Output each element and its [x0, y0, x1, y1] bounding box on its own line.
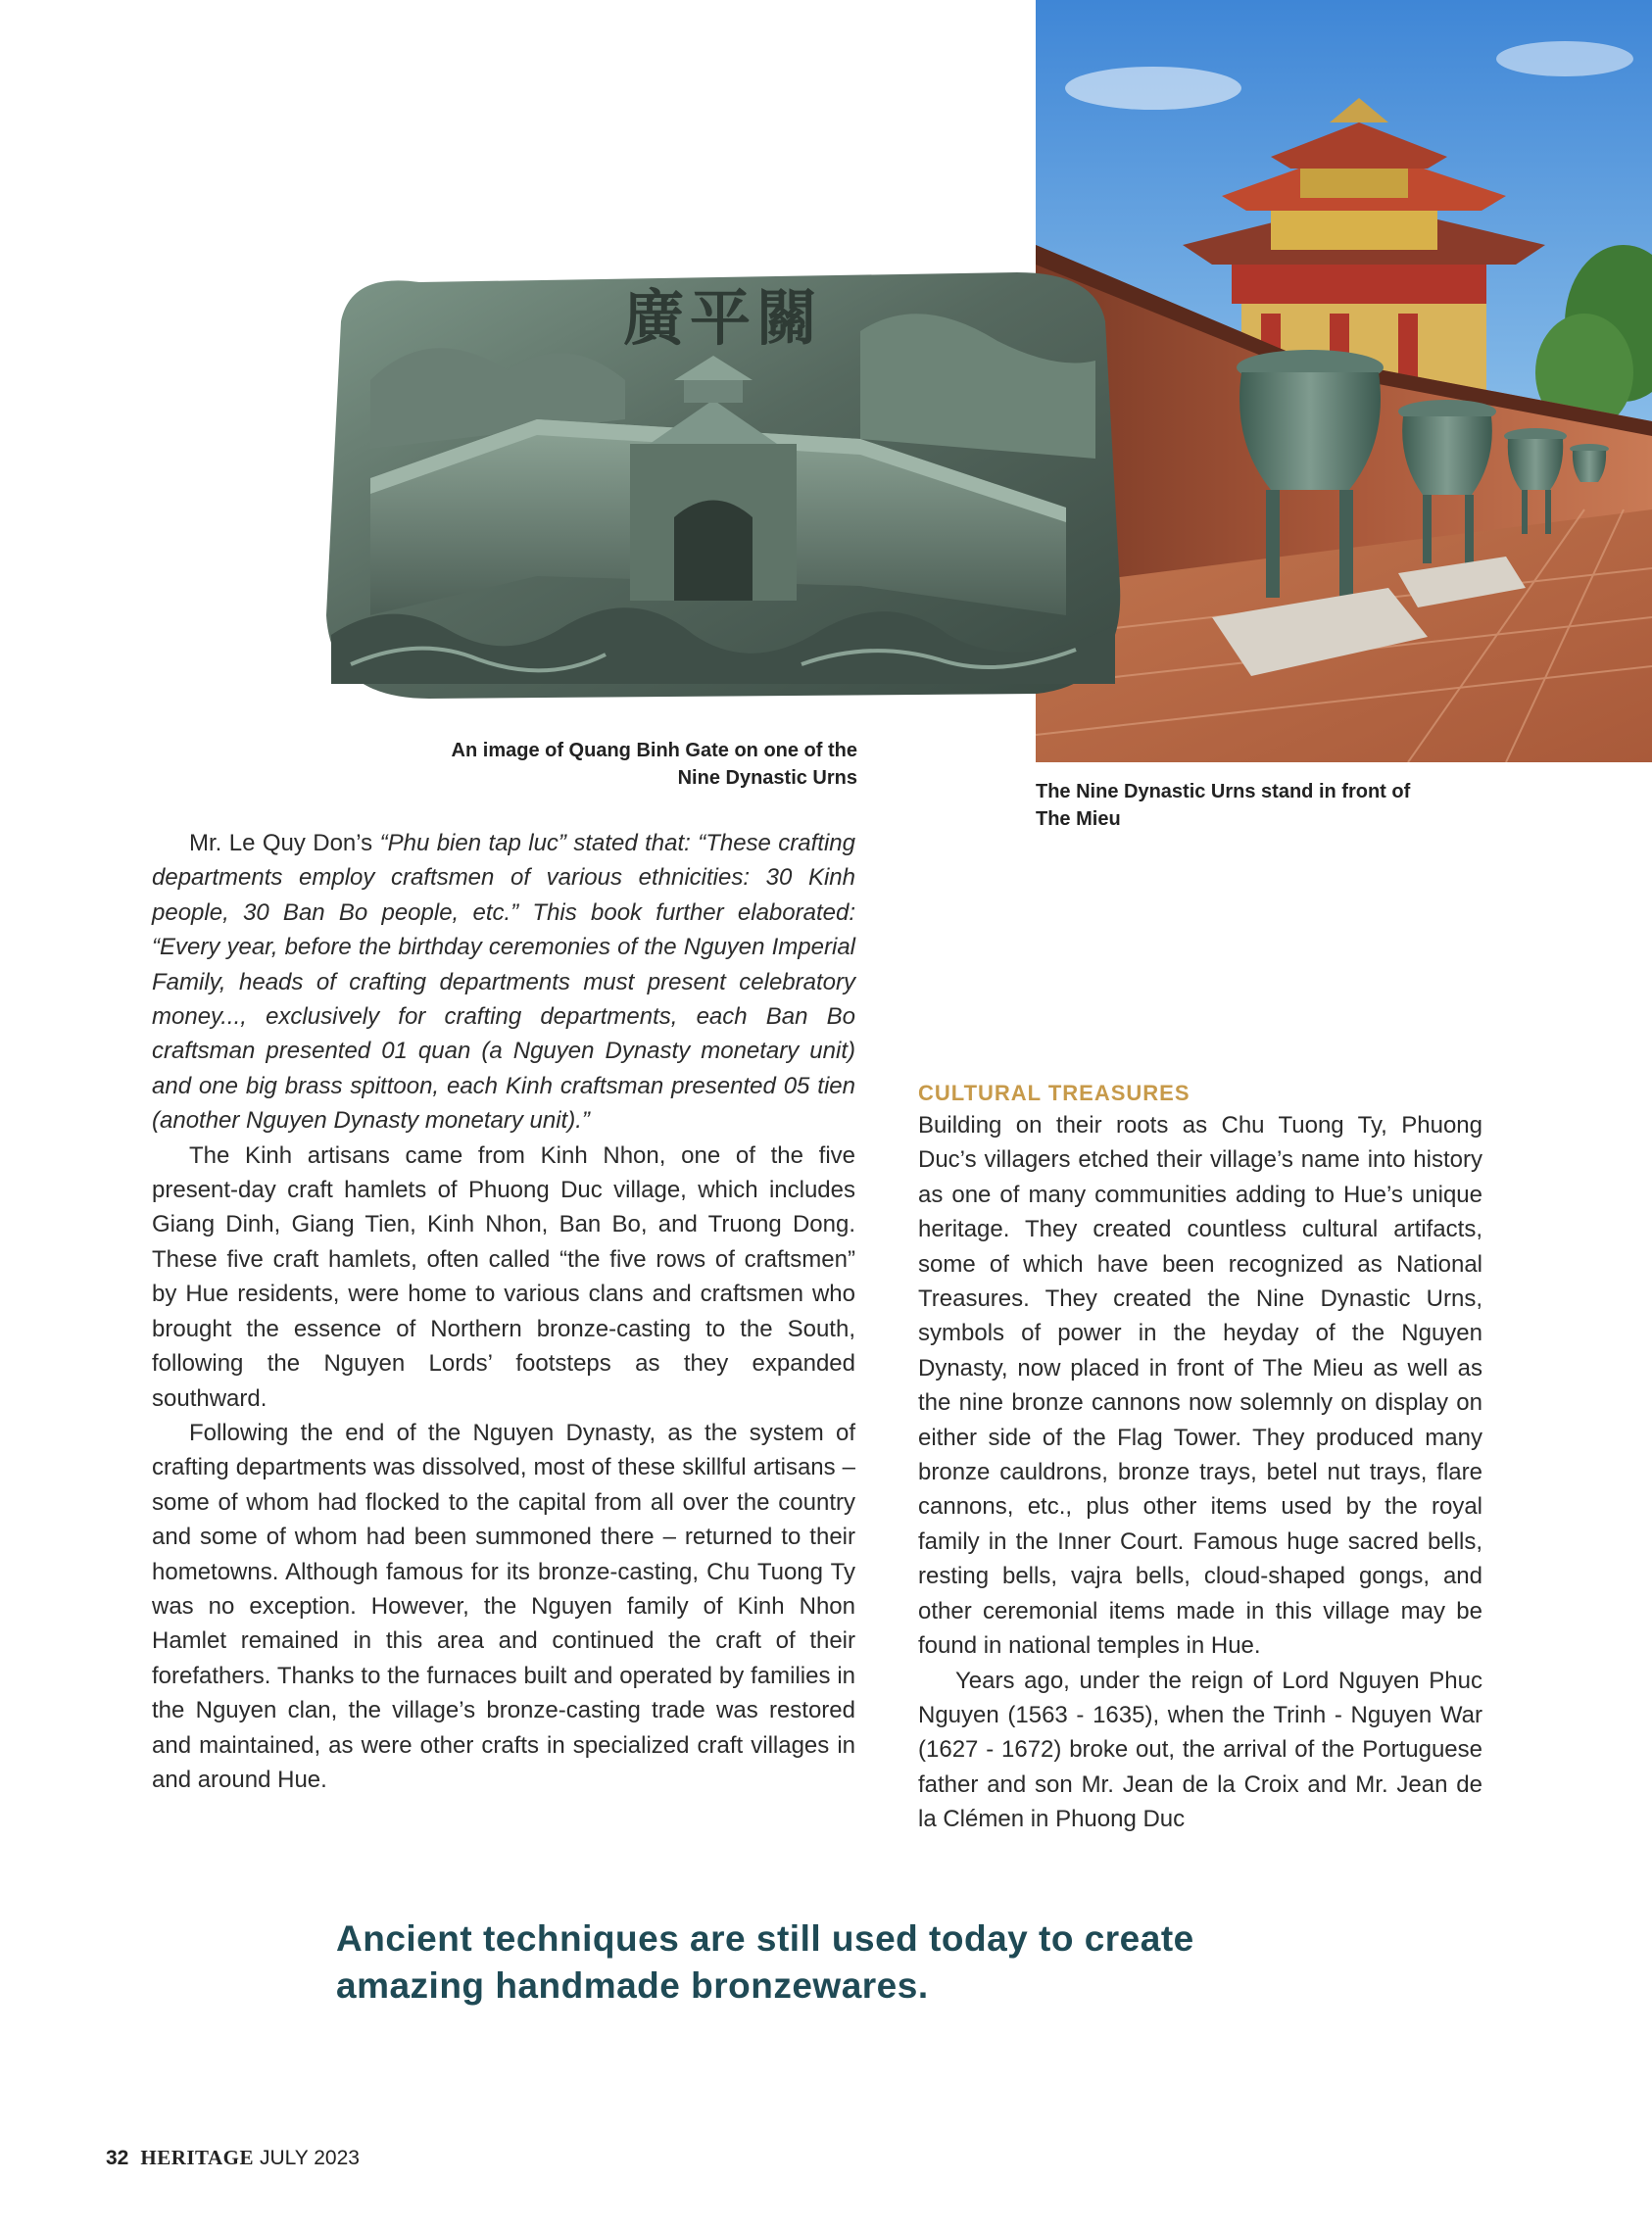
left-paragraph-1 — [152, 826, 855, 1139]
temple-urns-photo — [1036, 0, 1652, 762]
left-paragraph-1-intro: Mr. Le Quy Don’s — [189, 830, 380, 856]
right-paragraph-2: Years ago, under the reign of Lord Nguyen Phuc Nguyen (1563 - 1635), when the Trinh - Nguyen War (1627 - 1672) broke out, the arrival of the Portuguese father and son Mr. Jean de la Croix and Mr. Jean de la Clémen in Phuong Duc — [918, 1667, 1482, 1833]
relief-caption: An image of Quang Binh Gate on one of the Nine Dynastic Urns — [451, 740, 857, 789]
right-column — [918, 1108, 1482, 1837]
quang-binh-gate-relief-photo — [312, 263, 1125, 705]
left-paragraph-1-quote: “Phu bien tap luc” stated that: “These crafting departments employ craftsmen of various ethnicities: 30 Kinh people, 30 Ban Bo people, etc.” This book further elaborated: “Every year, before the birthday ceremonies of the Nguyen Imperial Family, heads of crafting departments must present celebratory money..., exclusively for crafting departments, each Ban Bo craftsman presented 01 quan (a Nguyen Dynasty monetary unit) and one big brass spittoon, each Kinh craftsman presented 05 tien (another Nguyen Dynasty monetary unit).” — [152, 830, 856, 1135]
section-heading: CULTURAL TREASURES — [918, 1081, 1190, 1105]
right-paragraph-1: Building on their roots as Chu Tuong Ty, Phuong Duc’s villagers etched their village’s name into history as one of many communities adding to Hue’s unique heritage. They created countless cultural artifacts, some of which have been recognized as National Treasures. They created the Nine Dynastic Urns, symbols of power in the heyday of the Nguyen Dynasty, now placed in front of The Mieu as well as the nine bronze cannons now solemnly on display on either side of the Flag Tower. They produced many bronze cauldrons, bronze trays, betel nut trays, flare cannons, etc., plus other items used by the royal family in the Inner Court. Famous huge sacred bells, resting bells, vajra bells, cloud-shaped gongs, and other ceremonial items made in this village may be found in national temples in Hue. — [918, 1112, 1482, 1660]
left-paragraph-2: The Kinh artisans came from Kinh Nhon, one of the five present-day craft hamlets of Phuong Duc village, which includes Giang Dinh, Giang Tien, Kinh Nhon, Ban Bo, and Truong Dong. These five craft hamlets, often called “the five rows of craftsmen” by Hue residents, were home to various clans and craftsmen who brought the essence of Northern bronze-casting to the South, following the Nguyen Lords’ footsteps as they expanded southward. — [152, 1141, 855, 1412]
left-paragraph-3: Following the end of the Nguyen Dynasty, as the system of crafting departments was dissolved, most of these skillful artisans – some of whom had flocked to the capital from all over the country and some of whom had been summoned there – returned to their hometowns. Although famous for its bronze-casting, Chu Tuong Ty was no exception. However, the Nguyen family of Kinh Nhon Hamlet remained in this area and continued the craft of their forefathers. Thanks to the furnaces built and operated by families in the Nguyen clan, the village’s bronze-casting trade was restored and maintained, as were other crafts in specialized craft villages in and around Hue. — [152, 1419, 855, 1793]
magazine-name: HERITAGE — [140, 2146, 254, 2169]
left-column — [152, 826, 855, 1797]
pull-quote: Ancient techniques are still used today to create amazing handmade bronzewares. — [336, 1918, 1194, 2006]
page-footer — [106, 2143, 360, 2172]
relief-inscription: 廣平關 — [622, 282, 824, 354]
page-number: 32 — [106, 2147, 129, 2169]
issue-date: JULY 2023 — [260, 2147, 360, 2169]
temple-caption: The Nine Dynastic Urns stand in front of The Mieu — [1036, 781, 1411, 830]
